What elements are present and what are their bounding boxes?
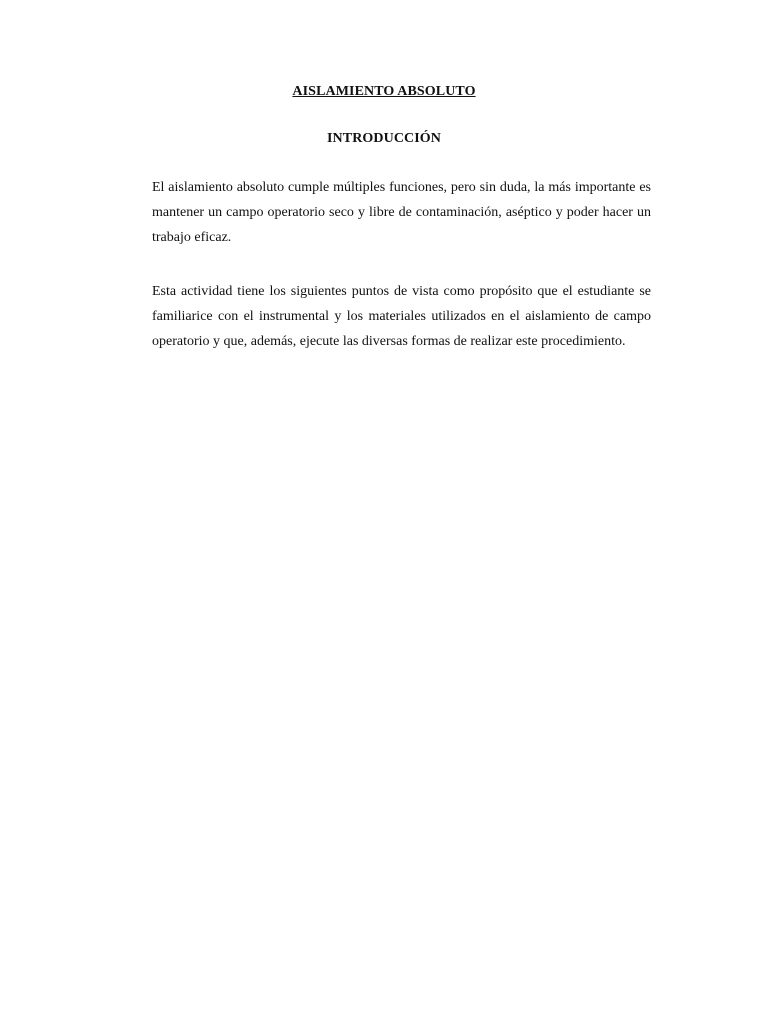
paragraph-2: Esta actividad tiene los siguientes puntos de vista como propósito que el estudiante se familiarice con el instrumental y los materiales utilizados en el aislamiento de campo operatorio y que, además, ejecute las diversas formas de realizar este procedimiento. xyxy=(152,284,651,349)
paragraph-1: El aislamiento absoluto cumple múltiples funciones, pero sin duda, la más importante es mantener un campo operatorio seco y libre de contaminación, aséptico y poder hacer un trabajo eficaz. xyxy=(152,180,651,245)
section-heading: INTRODUCCIÓN xyxy=(327,131,441,146)
document-title: AISLAMIENTO ABSOLUTO xyxy=(292,84,476,99)
